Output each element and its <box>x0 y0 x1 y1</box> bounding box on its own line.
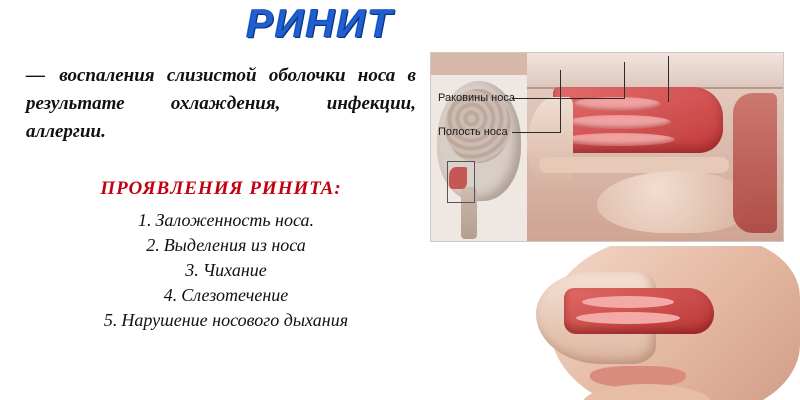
label-turbinates: Раковины носа <box>438 92 515 104</box>
list-item-label: Заложенность носа. <box>155 210 315 230</box>
list-item-number: 5. <box>103 310 118 330</box>
cranial-base <box>527 53 783 89</box>
nasal-cavity-closeup <box>527 53 783 241</box>
turbinate-lower-shape <box>576 312 680 324</box>
list-item-number: 2. <box>146 235 160 255</box>
list-item <box>26 208 426 233</box>
inflamed-nose-profile-illustration <box>530 246 800 400</box>
inflamed-nasal-cavity-shape <box>564 288 714 334</box>
list-item-number: 4. <box>163 285 178 305</box>
definition-paragraph <box>26 62 416 146</box>
list-item-label: Нарушение носового дыхания <box>121 310 349 330</box>
manifestations-heading: ПРОЯВЛЕНИЯ РИНИТА: <box>100 178 342 199</box>
definition-text: воспаления слизистой оболочки носа в результате охлаждения, инфекции, аллергии. <box>26 65 416 142</box>
inferior-turbinate-shape <box>563 133 675 146</box>
list-item <box>26 258 426 283</box>
palate-shape <box>539 157 729 173</box>
list-item-number: 3. <box>185 260 199 280</box>
list-item <box>26 233 426 258</box>
pharynx-shape <box>733 93 777 233</box>
page-title: РИНИТ <box>246 2 394 46</box>
superior-turbinate-shape <box>573 97 661 111</box>
middle-turbinate-shape <box>567 115 671 129</box>
list-item-label: Слезотечение <box>181 285 289 305</box>
symptoms-list <box>26 208 426 333</box>
label-nasal-cavity: Полость носа <box>438 126 508 138</box>
list-item <box>26 308 426 333</box>
turbinate-upper-shape <box>582 296 674 308</box>
leader-line-extra <box>668 56 669 102</box>
zoom-region-marker <box>447 161 475 203</box>
list-item-number: 1. <box>137 210 152 230</box>
nasal-cavity-sagittal-diagram <box>430 52 784 242</box>
leader-line-cavity-vertical <box>560 70 561 133</box>
definition-dash: — <box>26 65 47 86</box>
leader-line-turbinates-vertical <box>624 62 625 99</box>
list-item-label: Выделения из носа <box>163 235 306 255</box>
list-item <box>26 283 426 308</box>
leader-line-turbinates <box>512 98 624 99</box>
tongue-shape <box>597 171 747 233</box>
list-item-label: Чихание <box>202 260 267 280</box>
leader-line-cavity <box>512 132 560 133</box>
